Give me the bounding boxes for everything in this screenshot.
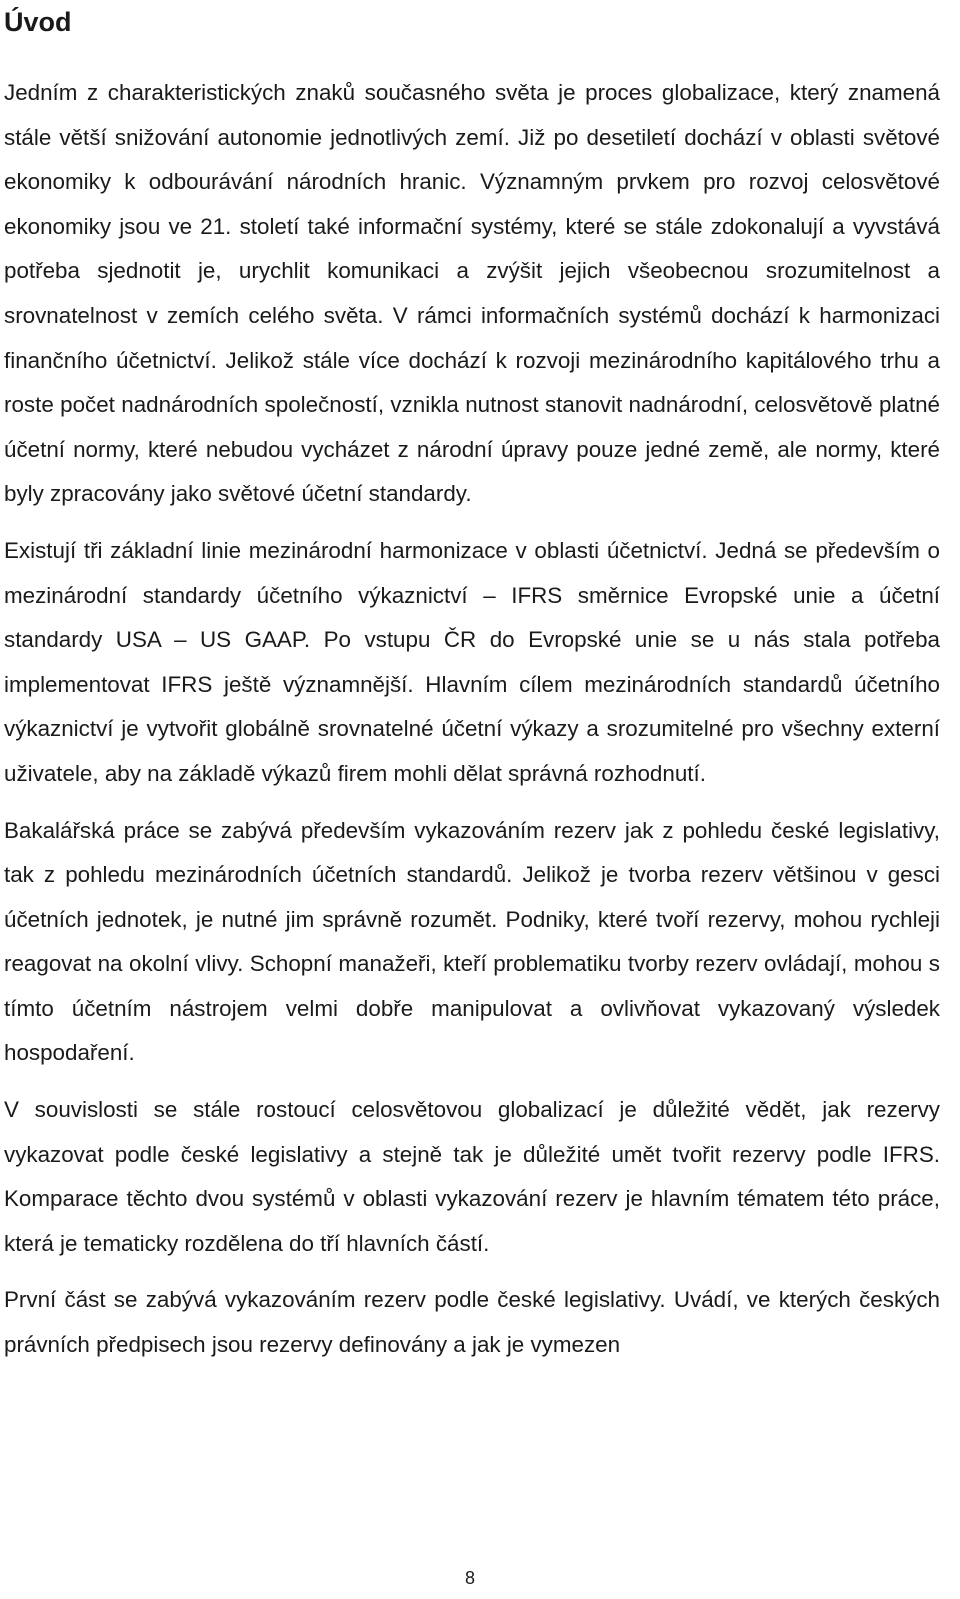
page-title: Úvod [4,7,72,37]
paragraph-comparison: V souvislosti se stále rostoucí celosvětovou globalizací je důležité vědět, jak rezervy vykazovat podle české legislativy a stejně tak je důležité umět tvořit rezervy podle IFRS. Komparace těchto dvou systémů v oblasti vykazování rezerv je hlavním tématem této práce, která je tematicky rozdělena do tří hlavních částí. [4,1097,940,1256]
page-number: 8 [464,1568,475,1588]
document-page [4,0,940,1368]
paragraph-thesis-focus: Bakalářská práce se zabývá především vykazováním rezerv jak z pohledu české legislativy, tak z pohledu mezinárodních účetních standardů. Jelikož je tvorba rezerv většinou v gesci účetních jednotek, je nutné jim správně rozumět. Podniky, které tvoří rezervy, mohou rychleji reagovat na okolní vlivy. Schopní manažeři, kteří problematiku tvorby rezerv ovládají, mohou s tímto účetním nástrojem velmi dobře manipulovat a ovlivňovat vykazovaný výsledek hospodaření. [4,817,940,1066]
paragraph-harmonization-lines: Existují tři základní linie mezinárodní harmonizace v oblasti účetnictví. Jedná se především o mezinárodní standardy účetního výkaznictví – IFRS směrnice Evropské unie a účetní standardy USA – US GAAP. Po vstupu ČR do Evropské unie se u nás stala potřeba implementovat IFRS ještě významnější. Hlavním cílem mezinárodních standardů účetního výkaznictví je vytvořit globálně srovnatelné účetní výkazy a srozumitelné pro všechny externí uživatele, aby na základě výkazů firem mohli dělat správná rozhodnutí. [4,537,940,786]
paragraph-globalization: Jedním z charakteristických znaků současného světa je proces globalizace, který znamená stále větší snižování autonomie jednotlivých zemí. Již po desetiletí dochází v oblasti světové ekonomiky k odbourávání národních hranic. Významným prvkem pro rozvoj celosvětové ekonomiky jsou ve 21. století také informační systémy, které se stále zdokonalují a vyvstává potřeba sjednotit je, urychlit komunikaci a zvýšit jejich všeobecnou srozumitelnost a srovnatelnost v zemích celého světa. V rámci informačních systémů dochází k harmonizaci finančního účetnictví. Jelikož stále více dochází k rozvoji mezinárodního kapitálového trhu a roste počet nadnárodních společností, vznikla nutnost stanovit nadnárodní, celosvětově platné účetní normy, které nebudou vycházet z národní úpravy pouze jedné země, ale normy, které byly zpracovány jako světové účetní standardy. [4,80,940,507]
paragraph-first-part: První část se zabývá vykazováním rezerv podle české legislativy. Uvádí, ve kterých českých právních předpisech jsou rezervy definovány a jak je vymezen [4,1287,940,1358]
